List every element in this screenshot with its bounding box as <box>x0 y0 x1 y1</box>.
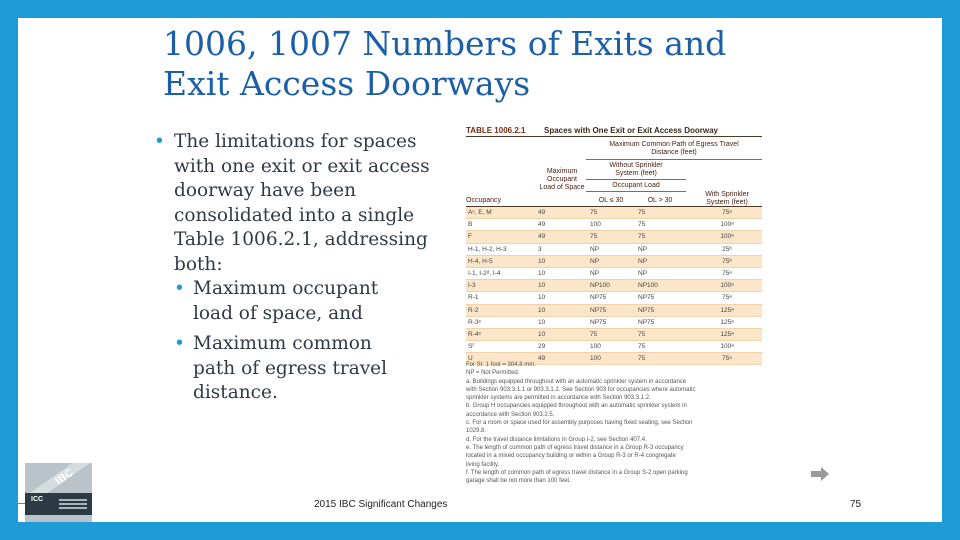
table-cell: NP75 <box>588 316 636 328</box>
table-cell: 49 <box>536 207 588 219</box>
table-cell: 75ᵃ <box>692 353 762 365</box>
title-line-2: Exit Access Doorways <box>163 64 531 103</box>
sub-bullet-item <box>154 277 454 326</box>
next-arrow-icon[interactable] <box>811 467 829 481</box>
table-cell: NP100 <box>636 280 692 292</box>
table-cell: Sᶠ <box>466 341 536 353</box>
table-cell: 49 <box>536 231 588 243</box>
table-cell: 100 <box>588 219 636 231</box>
table-cell: 10 <box>536 304 588 316</box>
header-text: Maximum Common Path of Egress Travel <box>609 141 739 148</box>
table-cell: 10 <box>536 292 588 304</box>
table-cell: 10 <box>536 255 588 267</box>
table-row <box>466 219 762 231</box>
table-cell: 125ᵃ <box>692 316 762 328</box>
header-occupancy: Occupancy <box>466 197 502 204</box>
table-cell: NP100 <box>588 280 636 292</box>
header-ol-gt-30: OL > 30 <box>647 197 673 204</box>
table-cell: NP <box>588 255 636 267</box>
table-cell: 10 <box>536 316 588 328</box>
table-cell: 100 <box>588 353 636 365</box>
table-body <box>466 207 762 365</box>
table-cell: 49 <box>536 353 588 365</box>
table-notes <box>466 361 762 485</box>
header-rule <box>586 179 686 180</box>
table-cell: F <box>466 231 536 243</box>
table-cell: NP75 <box>636 316 692 328</box>
slide <box>18 18 942 522</box>
table-cell: NP75 <box>588 304 636 316</box>
table-cell: NP75 <box>636 292 692 304</box>
table-cell: H-1, H-2, H-3 <box>466 243 536 255</box>
bullet-dot-icon: • <box>154 131 165 152</box>
footer-text: 2015 IBC Significant Changes <box>314 499 448 510</box>
note-line: garage shall be not more than 100 feet. <box>466 478 571 485</box>
table-cell: 75ᵇ <box>692 255 762 267</box>
table-cell: NP <box>588 267 636 279</box>
table-cell: 75 <box>636 353 692 365</box>
bullet-text-line: both: <box>174 253 223 275</box>
title-line-1: 1006, 1007 Numbers of Exits and <box>163 24 727 63</box>
table-cell: R-1 <box>466 292 536 304</box>
footer-accent-line <box>18 503 25 504</box>
bullet-text-line: consolidated into a single <box>174 204 415 226</box>
table-row <box>466 304 762 316</box>
table-cell: I-3 <box>466 280 536 292</box>
table-cell: B <box>466 219 536 231</box>
header-text: Distance (feet) <box>651 149 697 156</box>
bullet-dot-icon: • <box>174 333 185 354</box>
header-rule <box>586 191 686 192</box>
table-cell: R-4ᵉ <box>466 328 536 340</box>
header-bottom-rule <box>466 206 762 207</box>
table-name: Spaces with One Exit or Exit Access Doorway <box>544 125 718 135</box>
note-line: NP = Not Permitted. <box>466 370 520 377</box>
note-line: b. Group H occupancies equipped throughout with an automatic sprinkler system in <box>466 403 687 410</box>
table-cell: NP <box>636 255 692 267</box>
header-with-sprinkler <box>692 191 762 207</box>
bullet-text-line: Table 1006.2.1, addressing <box>174 229 428 250</box>
bullet-text-line: with one exit or exit access <box>174 155 430 177</box>
table-cell: 29 <box>536 341 588 353</box>
table-row <box>466 231 762 243</box>
table-cell: 75 <box>636 341 692 353</box>
table-cell: 100ᵃ <box>692 231 762 243</box>
table-cell: NP <box>636 267 692 279</box>
table-cell: NP <box>588 243 636 255</box>
header-without-sprinkler <box>588 162 684 178</box>
table-cell: 10 <box>536 267 588 279</box>
table-cell: 3 <box>536 243 588 255</box>
table-rows <box>466 207 762 365</box>
table-row <box>466 292 762 304</box>
header-text: System (feet) <box>615 170 657 177</box>
table-cell: 25ᵇ <box>692 243 762 255</box>
table-1006-2-1 <box>466 124 762 365</box>
note-line: living facility. <box>466 461 500 468</box>
header-text: Load of Space <box>539 184 585 191</box>
sub-bullet-text-line: path of egress travel <box>193 357 388 379</box>
table-cell: 10 <box>536 328 588 340</box>
header-rule <box>586 159 762 160</box>
table-cell: 125ᵃ <box>692 304 762 316</box>
table-cell: 75ᵃ <box>692 267 762 279</box>
table-header <box>466 137 762 207</box>
table-cell: 100ᵃ <box>692 280 762 292</box>
table-cell: 49 <box>536 219 588 231</box>
table-row <box>466 267 762 279</box>
table-cell: 10 <box>536 280 588 292</box>
note-line: sprinkler systems are permitted in accordance with Section 903.3.1.2. <box>466 395 651 402</box>
header-text: Occupant <box>547 176 577 183</box>
table-cell: R-2 <box>466 304 536 316</box>
note-line: located in a mixed occupancy building or within a Group R-3 or R-4 congregate <box>466 453 676 460</box>
table-cell: 75ᵃ <box>692 207 762 219</box>
header-text: Without Sprinkler <box>609 162 663 169</box>
table-cell: H-4, H-5 <box>466 255 536 267</box>
table-cell: Aᶜ, E, M <box>466 207 536 219</box>
header-occupant-load: Occupant Load <box>612 182 660 189</box>
table-cell: NP75 <box>636 304 692 316</box>
table-cell: 75 <box>588 328 636 340</box>
table-cell: 100ᵃ <box>692 219 762 231</box>
sub-bullet-text-line: Maximum common <box>193 333 372 354</box>
table-cell: 100ᵃ <box>692 341 762 353</box>
table-cell: NP75 <box>588 292 636 304</box>
note-line: 1029.8. <box>466 428 487 435</box>
table-row <box>466 341 762 353</box>
bullet-item <box>154 130 454 277</box>
note-line: a. Buildings equipped throughout with an automatic sprinkler system in accordance <box>466 378 687 385</box>
table-cell: R-3ᵉ <box>466 316 536 328</box>
header-ol-le-30: OL ≤ 30 <box>598 197 624 204</box>
note-line: d. For the travel distance limitations in Group I-2, see Section 407.4. <box>466 436 647 443</box>
sub-bullet-text-line: load of space, and <box>193 302 363 324</box>
table-cell: 75 <box>636 207 692 219</box>
table-cell: 125ᵃ <box>692 328 762 340</box>
header-common-path <box>586 141 762 157</box>
table-row <box>466 255 762 267</box>
sub-bullet-item <box>154 332 454 406</box>
page-number: 75 <box>850 499 862 510</box>
bullet-list <box>154 130 454 406</box>
table-cell: 75ᵃ <box>692 292 762 304</box>
cover-text-lines <box>59 499 87 501</box>
sub-bullet-text-line: Maximum occupant <box>193 278 379 299</box>
table-caption <box>466 124 762 136</box>
bullet-dot-icon: • <box>174 278 185 299</box>
table-number: TABLE 1006.2.1 <box>466 125 526 135</box>
sub-bullet-text-line: distance. <box>193 382 278 403</box>
table-cell: 100 <box>588 341 636 353</box>
header-max-load <box>536 168 588 192</box>
cover-ibc-text: IBC <box>53 466 76 488</box>
table-row <box>466 316 762 328</box>
icc-logo: ICC <box>31 496 44 503</box>
table-cell: 75 <box>636 219 692 231</box>
note-line: e. The length of common path of egress travel distance in a Group R-3 occupancy <box>466 444 684 451</box>
table-cell: 75 <box>588 207 636 219</box>
book-cover-image <box>25 463 92 522</box>
note-line: with Section 903.3.1.1 or 903.3.1.2. See Section 903 for occupancies where automatic <box>466 386 696 393</box>
table-cell: 75 <box>636 231 692 243</box>
table-cell: I-1, I-2ᵈ, I-4 <box>466 267 536 279</box>
table-row <box>466 328 762 340</box>
slide-title <box>163 24 763 104</box>
bullet-text-line: The limitations for spaces <box>174 131 417 152</box>
header-text: With Sprinkler <box>705 191 749 198</box>
table-cell: 75 <box>588 231 636 243</box>
note-line: f. The length of common path of egress travel distance in a Group S-2 open parking <box>466 469 688 476</box>
note-line: c. For a room or space used for assembly purposes having fixed seating, see Section <box>466 420 693 427</box>
note-line: For SI: 1 foot = 304.8 mm. <box>466 362 536 368</box>
table-row <box>466 280 762 292</box>
note-line: accordance with Section 903.2.5. <box>466 411 555 418</box>
table-row <box>466 207 762 219</box>
table-cell: 75 <box>636 328 692 340</box>
bullet-text-line: doorway have been <box>174 180 357 201</box>
table-cell: NP <box>636 243 692 255</box>
header-text: Maximum <box>546 168 578 175</box>
table-row <box>466 243 762 255</box>
header-text: System (feet) <box>706 199 748 206</box>
table-cell: U <box>466 353 536 365</box>
